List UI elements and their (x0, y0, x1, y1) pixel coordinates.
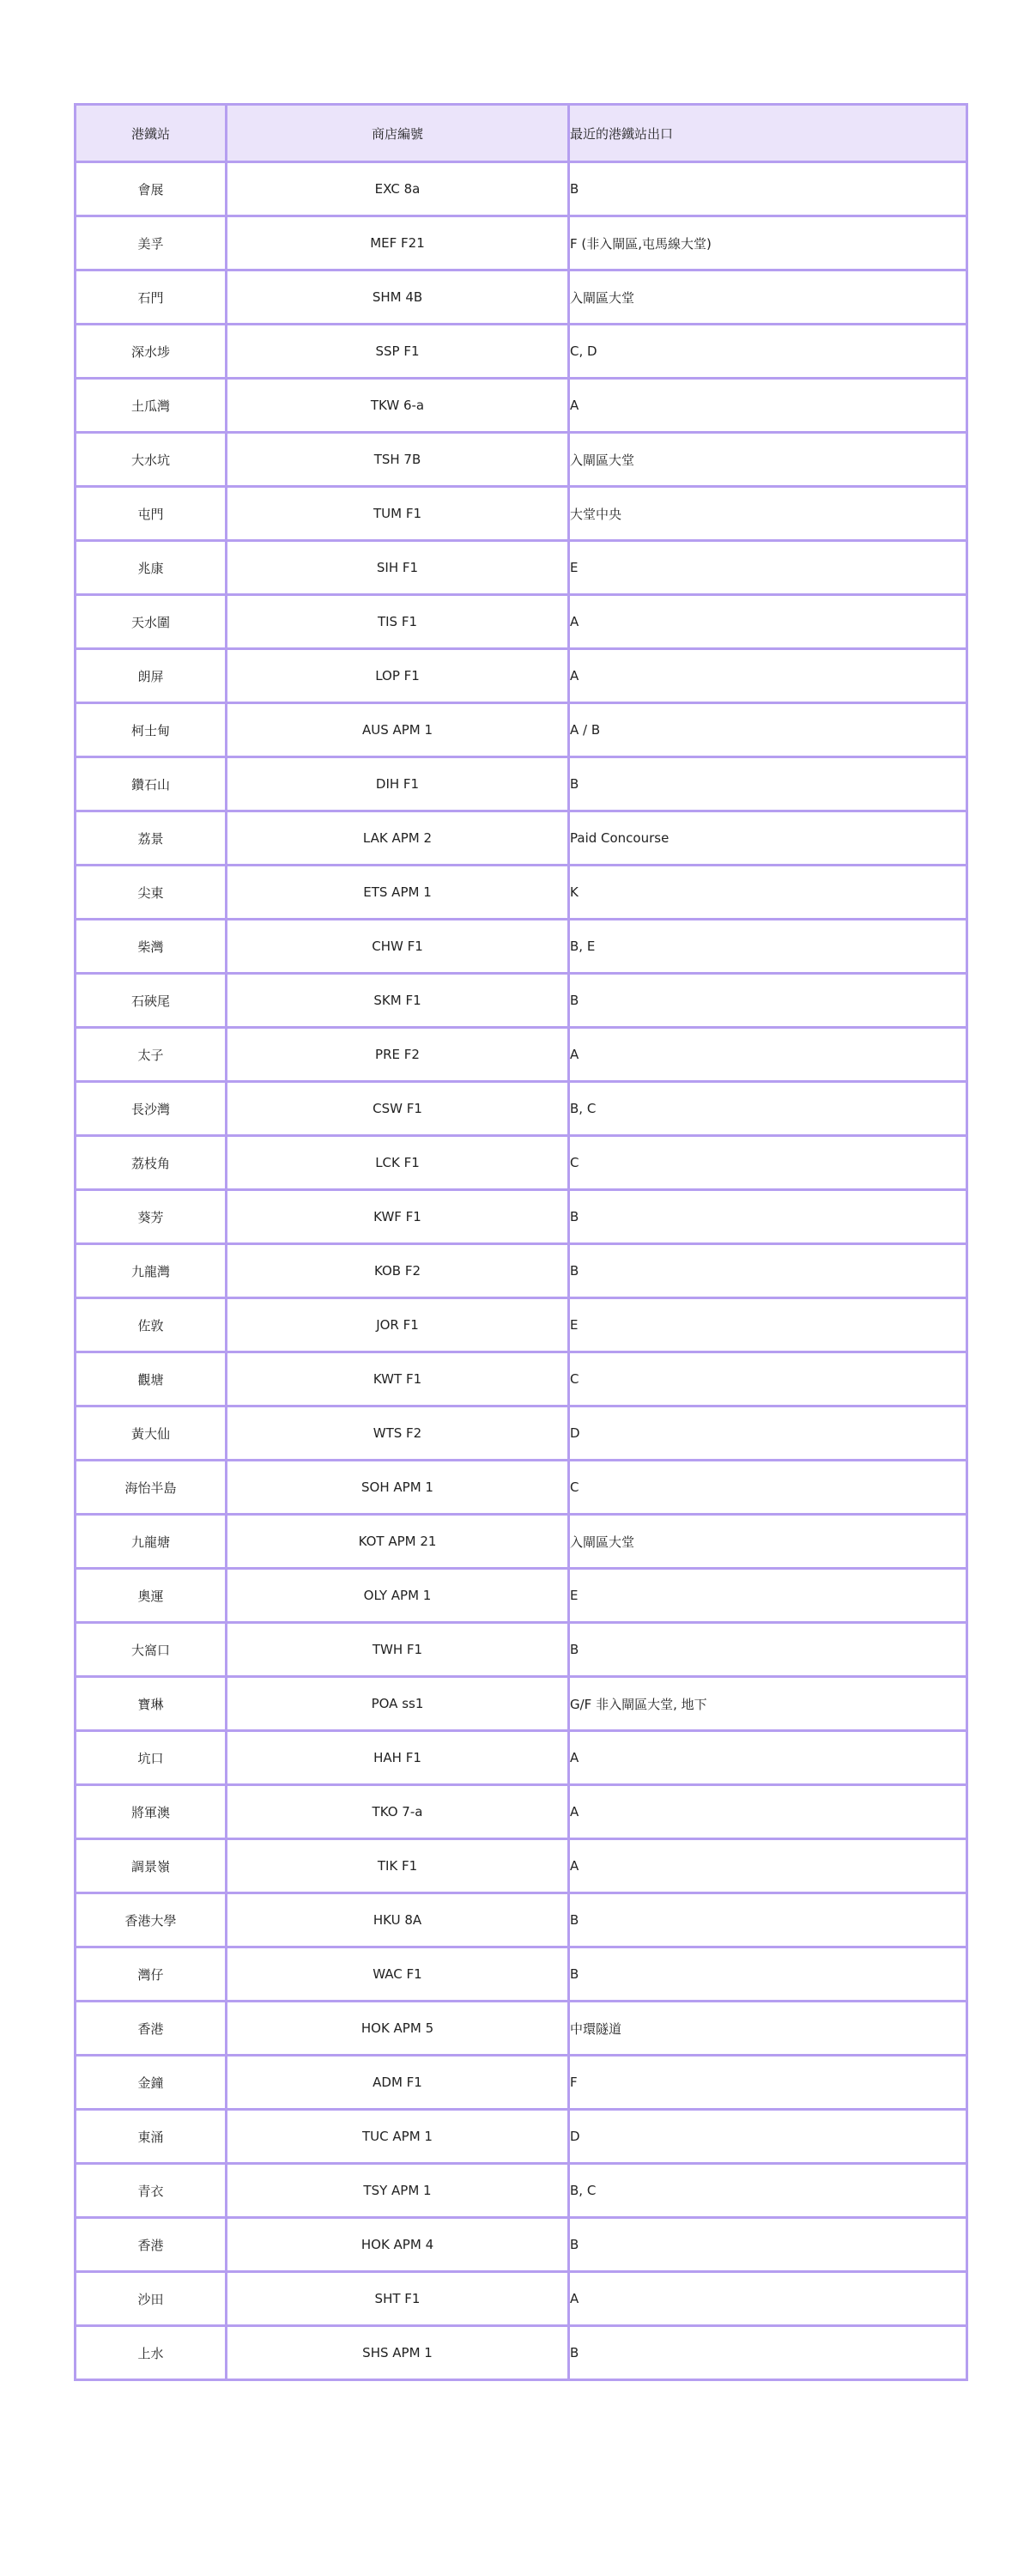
table-row (76, 1244, 967, 1298)
cell-station: 柯士甸 (76, 703, 227, 757)
table-row (76, 1569, 967, 1623)
cell-nearest-exit: G/F 非入閘區大堂, 地下 (569, 1677, 967, 1731)
cell-shop-code: TSY APM 1 (227, 2164, 569, 2218)
table-row (76, 433, 967, 487)
cell-station: 大窩口 (76, 1623, 227, 1677)
table-row (76, 162, 967, 216)
cell-station: 奧運 (76, 1569, 227, 1623)
table-row (76, 487, 967, 541)
table-row (76, 2110, 967, 2164)
header-shop-code: 商店編號 (227, 105, 569, 162)
table-row (76, 595, 967, 649)
header-row (76, 105, 967, 162)
cell-station: 沙田 (76, 2272, 227, 2326)
cell-station: 香港 (76, 2002, 227, 2056)
cell-shop-code: KOT APM 21 (227, 1515, 569, 1569)
cell-station: 朗屏 (76, 649, 227, 703)
cell-nearest-exit: B (569, 1623, 967, 1677)
cell-station: 屯門 (76, 487, 227, 541)
cell-nearest-exit: B (569, 162, 967, 216)
table-row (76, 1947, 967, 2002)
cell-nearest-exit: B, E (569, 920, 967, 974)
table-row (76, 216, 967, 270)
cell-shop-code: AUS APM 1 (227, 703, 569, 757)
cell-station: 長沙灣 (76, 1082, 227, 1136)
cell-station: 香港 (76, 2218, 227, 2272)
cell-nearest-exit: A (569, 2272, 967, 2326)
cell-shop-code: TUM F1 (227, 487, 569, 541)
table-header (76, 105, 967, 162)
table-row (76, 325, 967, 379)
cell-station: 石門 (76, 270, 227, 325)
cell-shop-code: HAH F1 (227, 1731, 569, 1785)
table-row (76, 1623, 967, 1677)
cell-shop-code: POA ss1 (227, 1677, 569, 1731)
cell-nearest-exit: C (569, 1461, 967, 1515)
table-row (76, 920, 967, 974)
cell-nearest-exit: 大堂中央 (569, 487, 967, 541)
cell-shop-code: SIH F1 (227, 541, 569, 595)
cell-nearest-exit: C, D (569, 325, 967, 379)
cell-shop-code: TIK F1 (227, 1839, 569, 1893)
cell-nearest-exit: B (569, 1893, 967, 1947)
cell-nearest-exit: Paid Concourse (569, 811, 967, 866)
table-row (76, 1893, 967, 1947)
cell-station: 大水坑 (76, 433, 227, 487)
table-row (76, 1352, 967, 1406)
cell-nearest-exit: 入閘區大堂 (569, 433, 967, 487)
cell-station: 土瓜灣 (76, 379, 227, 433)
mtr-shop-table (74, 103, 968, 2381)
cell-station: 石硤尾 (76, 974, 227, 1028)
cell-shop-code: TUC APM 1 (227, 2110, 569, 2164)
cell-nearest-exit: B (569, 1244, 967, 1298)
table-row (76, 1082, 967, 1136)
cell-station: 美孚 (76, 216, 227, 270)
cell-shop-code: EXC 8a (227, 162, 569, 216)
table-row (76, 757, 967, 811)
cell-nearest-exit: A (569, 649, 967, 703)
table-row (76, 1028, 967, 1082)
cell-shop-code: ETS APM 1 (227, 866, 569, 920)
cell-shop-code: KWT F1 (227, 1352, 569, 1406)
cell-station: 坑口 (76, 1731, 227, 1785)
table-row (76, 703, 967, 757)
cell-nearest-exit: A / B (569, 703, 967, 757)
cell-nearest-exit: K (569, 866, 967, 920)
cell-station: 灣仔 (76, 1947, 227, 2002)
cell-shop-code: TSH 7B (227, 433, 569, 487)
cell-shop-code: HOK APM 4 (227, 2218, 569, 2272)
shop-table-container (74, 103, 958, 2381)
cell-station: 兆康 (76, 541, 227, 595)
cell-nearest-exit: B (569, 974, 967, 1028)
cell-station: 九龍灣 (76, 1244, 227, 1298)
cell-nearest-exit: D (569, 1406, 967, 1461)
cell-station: 太子 (76, 1028, 227, 1082)
table-row (76, 1785, 967, 1839)
cell-nearest-exit: E (569, 1569, 967, 1623)
cell-nearest-exit: F (非入閘區,屯馬線大堂) (569, 216, 967, 270)
cell-shop-code: MEF F21 (227, 216, 569, 270)
cell-station: 葵芳 (76, 1190, 227, 1244)
cell-nearest-exit: A (569, 1028, 967, 1082)
header-nearest-exit: 最近的港鐵站出口 (569, 105, 967, 162)
cell-shop-code: KWF F1 (227, 1190, 569, 1244)
table-row (76, 2056, 967, 2110)
cell-station: 鑽石山 (76, 757, 227, 811)
cell-station: 上水 (76, 2326, 227, 2380)
cell-station: 金鐘 (76, 2056, 227, 2110)
table-body (76, 162, 967, 2380)
cell-nearest-exit: B (569, 757, 967, 811)
table-row (76, 1136, 967, 1190)
table-row (76, 2272, 967, 2326)
cell-nearest-exit: A (569, 1731, 967, 1785)
cell-shop-code: TKO 7-a (227, 1785, 569, 1839)
cell-nearest-exit: 中環隧道 (569, 2002, 967, 2056)
table-row (76, 379, 967, 433)
table-row (76, 1839, 967, 1893)
cell-shop-code: SHS APM 1 (227, 2326, 569, 2380)
cell-shop-code: JOR F1 (227, 1298, 569, 1352)
cell-station: 天水圍 (76, 595, 227, 649)
cell-shop-code: SHT F1 (227, 2272, 569, 2326)
cell-station: 東涌 (76, 2110, 227, 2164)
cell-shop-code: KOB F2 (227, 1244, 569, 1298)
table-row (76, 270, 967, 325)
table-row (76, 1461, 967, 1515)
cell-shop-code: SHM 4B (227, 270, 569, 325)
cell-nearest-exit: A (569, 379, 967, 433)
cell-shop-code: TIS F1 (227, 595, 569, 649)
table-row (76, 974, 967, 1028)
cell-station: 尖東 (76, 866, 227, 920)
cell-shop-code: CHW F1 (227, 920, 569, 974)
cell-station: 荔枝角 (76, 1136, 227, 1190)
cell-shop-code: HOK APM 5 (227, 2002, 569, 2056)
cell-shop-code: TWH F1 (227, 1623, 569, 1677)
table-row (76, 2326, 967, 2380)
cell-station: 將軍澳 (76, 1785, 227, 1839)
cell-nearest-exit: C (569, 1136, 967, 1190)
cell-station: 寶琳 (76, 1677, 227, 1731)
cell-station: 九龍塘 (76, 1515, 227, 1569)
cell-nearest-exit: B (569, 2218, 967, 2272)
cell-station: 調景嶺 (76, 1839, 227, 1893)
cell-shop-code: SKM F1 (227, 974, 569, 1028)
cell-shop-code: CSW F1 (227, 1082, 569, 1136)
cell-shop-code: ADM F1 (227, 2056, 569, 2110)
cell-shop-code: LAK APM 2 (227, 811, 569, 866)
cell-nearest-exit: A (569, 1839, 967, 1893)
cell-nearest-exit: B (569, 1190, 967, 1244)
cell-nearest-exit: F (569, 2056, 967, 2110)
cell-nearest-exit: B (569, 1947, 967, 2002)
cell-nearest-exit: D (569, 2110, 967, 2164)
cell-shop-code: SSP F1 (227, 325, 569, 379)
cell-shop-code: WAC F1 (227, 1947, 569, 2002)
cell-nearest-exit: 入閘區大堂 (569, 270, 967, 325)
table-row (76, 2218, 967, 2272)
cell-shop-code: TKW 6-a (227, 379, 569, 433)
cell-station: 香港大學 (76, 1893, 227, 1947)
table-row (76, 2002, 967, 2056)
table-row (76, 1515, 967, 1569)
cell-station: 海怡半島 (76, 1461, 227, 1515)
cell-nearest-exit: E (569, 541, 967, 595)
cell-nearest-exit: B (569, 2326, 967, 2380)
header-station: 港鐵站 (76, 105, 227, 162)
table-row (76, 811, 967, 866)
cell-nearest-exit: A (569, 595, 967, 649)
cell-station: 深水埗 (76, 325, 227, 379)
cell-station: 黃大仙 (76, 1406, 227, 1461)
cell-station: 觀塘 (76, 1352, 227, 1406)
cell-station: 青衣 (76, 2164, 227, 2218)
cell-nearest-exit: 入閘區大堂 (569, 1515, 967, 1569)
cell-shop-code: HKU 8A (227, 1893, 569, 1947)
cell-shop-code: LCK F1 (227, 1136, 569, 1190)
table-row (76, 2164, 967, 2218)
table-row (76, 866, 967, 920)
cell-nearest-exit: E (569, 1298, 967, 1352)
cell-nearest-exit: B, C (569, 2164, 967, 2218)
table-row (76, 649, 967, 703)
cell-shop-code: PRE F2 (227, 1028, 569, 1082)
table-row (76, 541, 967, 595)
cell-nearest-exit: A (569, 1785, 967, 1839)
cell-station: 柴灣 (76, 920, 227, 974)
cell-shop-code: OLY APM 1 (227, 1569, 569, 1623)
table-row (76, 1677, 967, 1731)
cell-shop-code: SOH APM 1 (227, 1461, 569, 1515)
cell-nearest-exit: C (569, 1352, 967, 1406)
cell-nearest-exit: B, C (569, 1082, 967, 1136)
cell-shop-code: LOP F1 (227, 649, 569, 703)
table-row (76, 1406, 967, 1461)
cell-station: 會展 (76, 162, 227, 216)
cell-station: 佐敦 (76, 1298, 227, 1352)
cell-shop-code: WTS F2 (227, 1406, 569, 1461)
table-row (76, 1190, 967, 1244)
cell-shop-code: DIH F1 (227, 757, 569, 811)
table-row (76, 1731, 967, 1785)
cell-station: 荔景 (76, 811, 227, 866)
table-row (76, 1298, 967, 1352)
